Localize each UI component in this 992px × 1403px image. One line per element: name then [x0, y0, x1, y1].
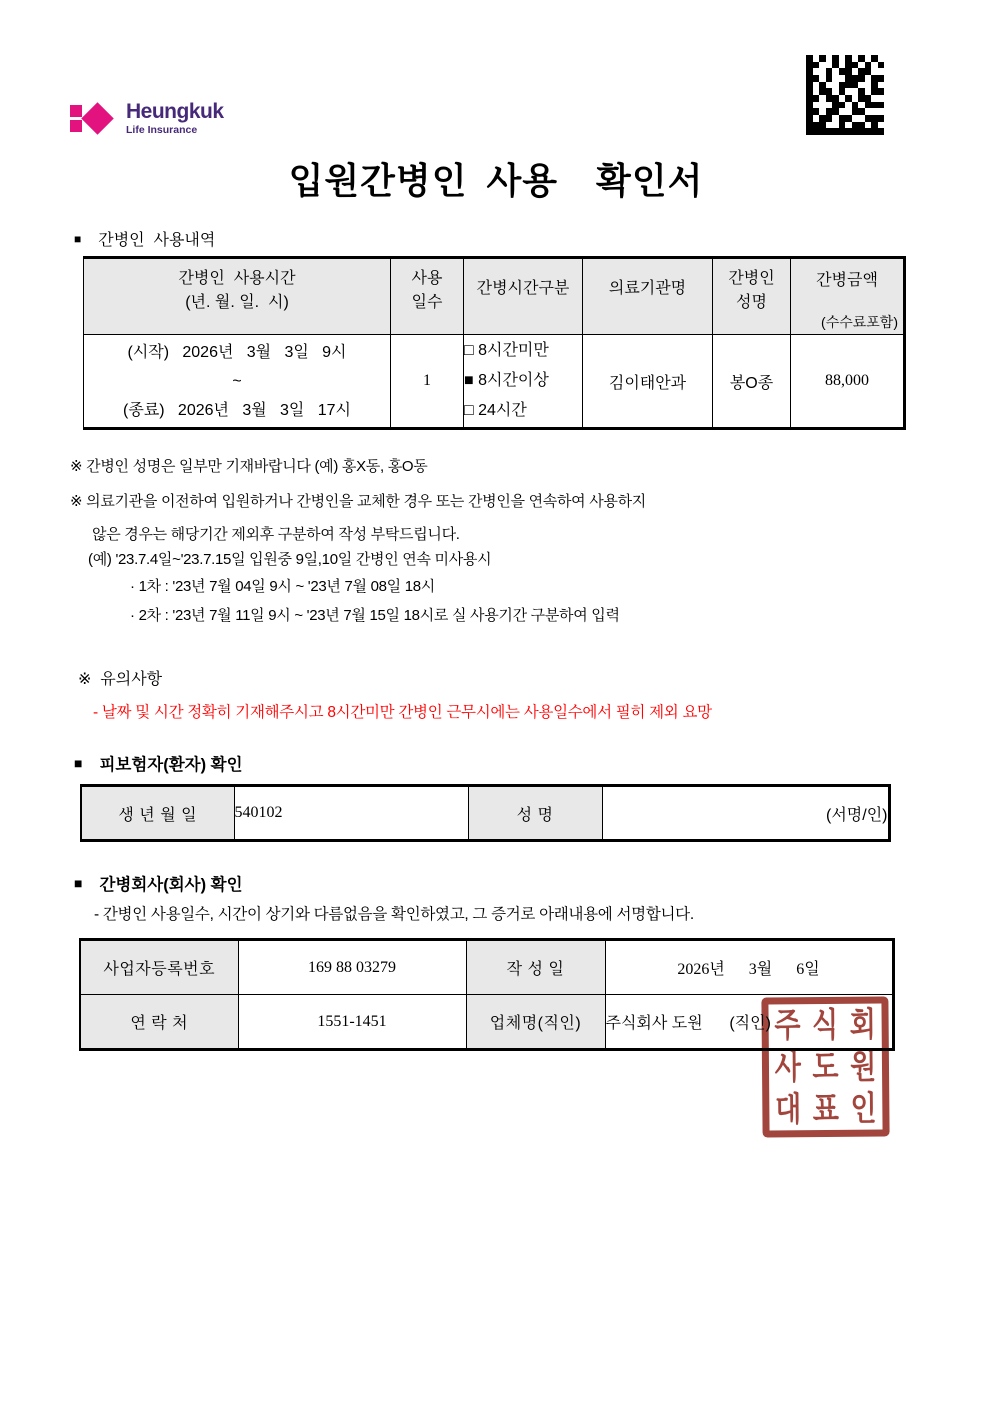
seal-char: 식 — [811, 1005, 839, 1044]
caution-warning-text: - 날짜 및 시간 정확히 기재해주시고 8시간미만 간병인 근무시에는 사용일수에서 필히 제외 요망 — [93, 704, 712, 721]
usage-table — [83, 256, 906, 430]
col-time-line2: (년. 월. 일. 시) — [185, 294, 289, 311]
brand-subtitle: Life Insurance — [126, 124, 198, 136]
patient-name-label: 성 명 — [468, 786, 602, 841]
barcode-module — [878, 128, 885, 135]
seal-char: 사 — [774, 1047, 802, 1086]
seal-char: 인 — [850, 1089, 877, 1127]
col-days-line2: 일수 — [411, 294, 443, 311]
caution-heading: ※ 유의사항 — [78, 671, 163, 688]
note-line: 않은 경우는 해당기간 제외후 구분하여 작성 부탁드립니다. — [92, 526, 460, 543]
col-time-line1: 간병인 사용시간 — [178, 270, 296, 287]
section-company-heading-label: 간병회사(회사) 확인 — [99, 876, 243, 894]
heungkuk-logo-icon — [70, 101, 120, 137]
section-square-icon: ■ — [74, 231, 82, 246]
note-line: ※ 의료기관을 이전하여 입원하거나 간병인을 교체한 경우 또는 간병인을 연속하여 사용하지 — [70, 493, 646, 510]
duration-option-under-8h: □ 8시간미만 — [464, 342, 549, 359]
col-header-usage-time — [84, 258, 391, 335]
contact-label: 연 락 처 — [80, 995, 238, 1050]
company-name-label: 업체명(직인) — [466, 995, 605, 1050]
seal-char: 회 — [849, 1005, 876, 1043]
cell-amount-value: 88,000 — [791, 335, 905, 429]
barcode-module — [878, 122, 885, 129]
usage-table-data-row — [84, 335, 905, 429]
barcode-module — [878, 88, 885, 95]
col-header-amount — [791, 258, 905, 335]
barcode-module — [878, 102, 885, 109]
col-amount-note: (수수료포함) — [821, 314, 898, 330]
col-header-days — [391, 258, 464, 335]
company-seal-stamp-icon — [761, 996, 889, 1137]
barcode-module — [878, 95, 885, 102]
col-header-duration: 간병시간구분 — [464, 258, 583, 335]
barcode-module — [878, 108, 885, 115]
logo-diamond — [81, 102, 114, 135]
signature-hint: (서명/인) — [602, 786, 889, 841]
duration-option-over-8h: ■ 8시간이상 — [464, 372, 549, 389]
logo-square-top — [70, 105, 82, 117]
cell-caregiver-name: 봉O종 — [713, 335, 791, 429]
barcode-module — [878, 62, 885, 69]
business-number-label: 사업자등록번호 — [80, 940, 238, 995]
written-date-value: 2026년 3월 6일 — [605, 940, 893, 995]
col-amount-title: 간병금액 — [816, 272, 878, 289]
section-company-heading — [74, 871, 243, 895]
seal-char: 대 — [774, 1089, 802, 1128]
seal-char: 주 — [774, 1005, 801, 1044]
barcode-module — [878, 75, 885, 82]
note-line: · 2차 : '23년 7월 11일 9시 ~ '23년 7월 15일 18시로 실 사용기간 구분하여 입력 — [130, 607, 620, 624]
cell-usage-time — [84, 335, 391, 429]
col-days-line1: 사용 — [411, 270, 443, 287]
company-confirm-row — [80, 940, 893, 995]
usage-end: (종료) 2026년 3월 3일 17시 — [123, 401, 351, 419]
contact-value: 1551-1451 — [238, 995, 466, 1050]
section-square-icon: ■ — [74, 755, 83, 771]
col-caregiver-line2: 성명 — [736, 294, 767, 311]
barcode-module — [878, 55, 885, 62]
usage-start: (시작) 2026년 3월 3일 9시 — [127, 343, 347, 361]
seal-char: 도 — [812, 1047, 839, 1086]
note-line: (예) '23.7.4일~'23.7.15일 입원중 9일,10일 간병인 연속 미사용시 — [88, 551, 492, 568]
barcode-module — [878, 115, 885, 122]
barcode-module — [878, 68, 885, 75]
company-statement: - 간병인 사용일수, 시간이 상기와 다름없음을 확인하였고, 그 증거로 아래내용에 서명합니다. — [94, 906, 694, 923]
cell-duration-options — [464, 335, 583, 429]
patient-confirm-row — [81, 786, 889, 841]
section-patient-heading — [74, 751, 243, 775]
usage-tilde: ~ — [232, 372, 242, 390]
duration-option-24h: □ 24시간 — [464, 402, 527, 419]
usage-table-header-row — [84, 258, 905, 335]
seal-char: 원 — [849, 1047, 877, 1085]
barcode-module — [878, 82, 885, 89]
logo-square-bottom — [70, 120, 82, 132]
birthdate-label: 생 년 월 일 — [81, 786, 234, 841]
col-header-caregiver — [713, 258, 791, 335]
section-usage-heading — [74, 227, 215, 250]
cell-hospital-name: 김이태안과 — [583, 335, 713, 429]
cell-days-value: 1 — [391, 335, 464, 429]
seal-char: 표 — [812, 1089, 840, 1128]
heungkuk-logo — [70, 101, 224, 137]
section-patient-heading-label: 피보험자(환자) 확인 — [99, 756, 243, 774]
note-line: ※ 간병인 성명은 일부만 기재바랍니다 (예) 홍X동, 홍O동 — [70, 458, 428, 475]
col-caregiver-line1: 간병인 — [728, 270, 775, 287]
note-line: · 1차 : '23년 7월 04일 9시 ~ '23년 7월 08일 18시 — [130, 578, 435, 595]
birthdate-value: 540102 — [234, 786, 468, 841]
col-header-hospital: 의료기관명 — [583, 258, 713, 335]
section-usage-heading-label: 간병인 사용내역 — [98, 232, 216, 249]
notes-block — [0, 456, 992, 626]
business-number-value: 169 88 03279 — [238, 940, 466, 995]
page-title: 입원간병인 사용 확인서 — [288, 160, 704, 201]
brand-name: Heungkuk — [126, 100, 224, 123]
patient-confirm-table — [80, 784, 891, 842]
written-date-label: 작 성 일 — [466, 940, 605, 995]
section-square-icon: ■ — [74, 875, 83, 891]
datamatrix-barcode-icon — [806, 55, 884, 135]
company-name-value: 주식회사 도원 (직인) — [605, 995, 893, 1050]
